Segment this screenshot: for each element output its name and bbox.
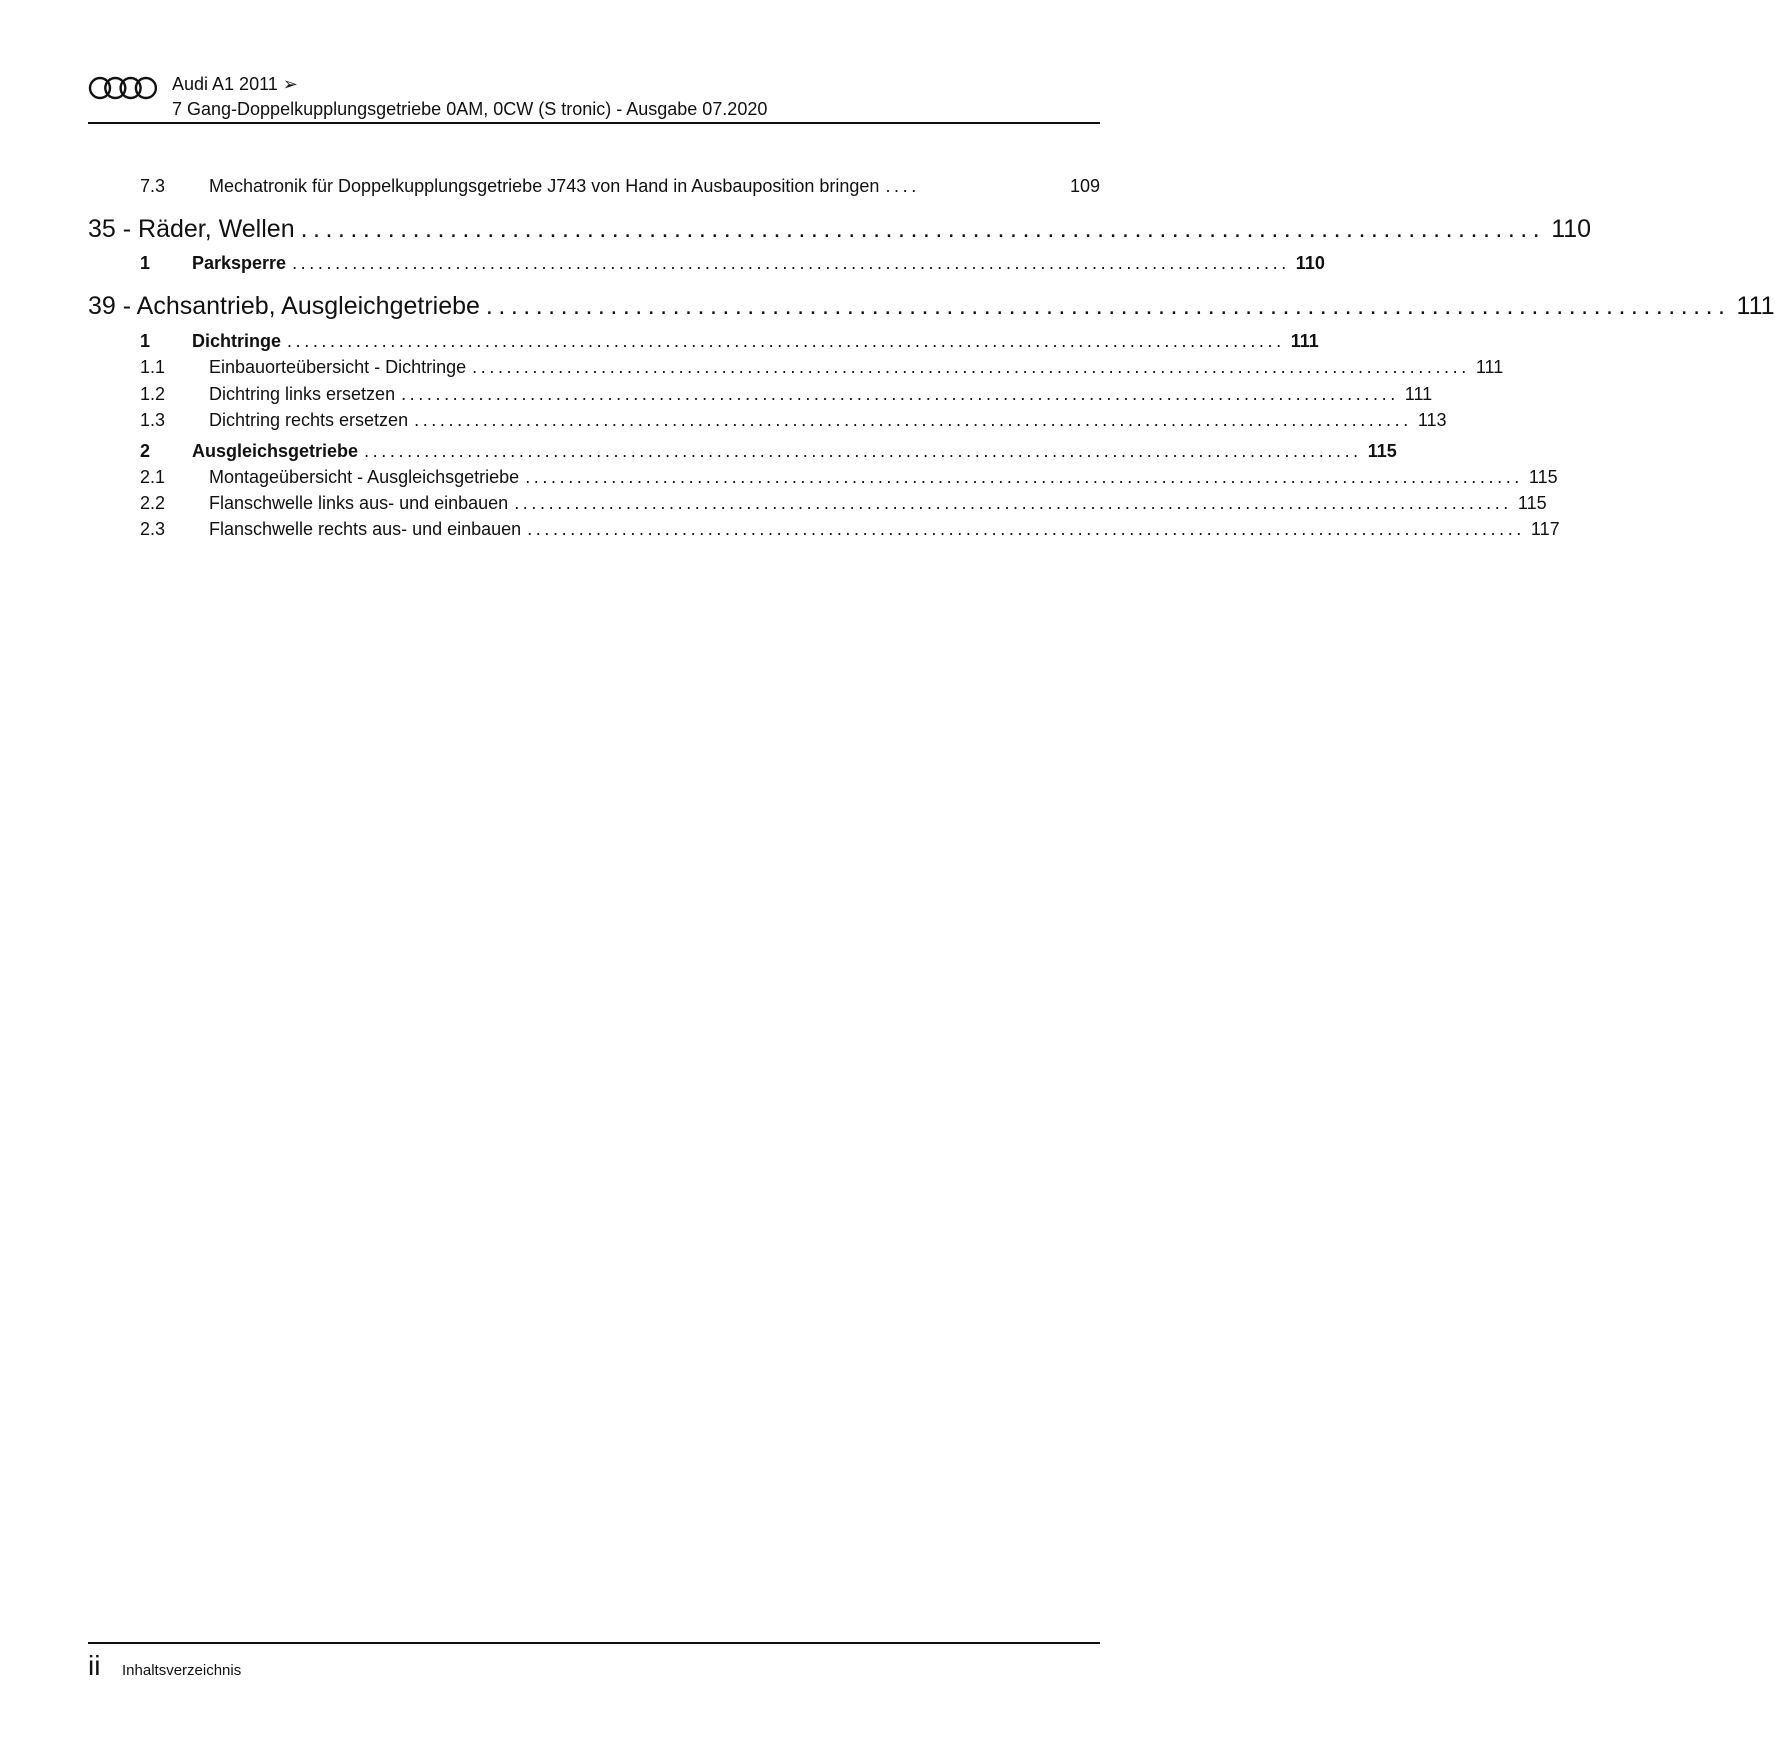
toc-dot-leader: ....................................................................................................	[300, 215, 1546, 243]
toc-entry-page: 115	[1367, 441, 1397, 461]
toc-dot-leader: ....................................................................................................	[485, 292, 1731, 320]
toc-entry-title: Einbauorteübersicht - Dichtringe	[209, 357, 467, 377]
toc-entry-title: Ausgleichsgetriebe	[192, 441, 359, 461]
toc-entry-title: Mechatronik für Doppelkupplungsgetriebe J743 von Hand in Ausbauposition bringen	[209, 176, 880, 196]
toc-entry-number: 7.3	[140, 176, 166, 196]
footer-divider	[88, 1642, 1100, 1644]
toc-entry[interactable]	[88, 467, 1558, 488]
toc-chapter-title: 35 - Räder, Wellen	[88, 215, 295, 243]
toc-dot-leader: ....................................................................................................................	[414, 410, 1412, 430]
toc-entry-page: 111	[1475, 357, 1504, 377]
toc-chapter[interactable]	[88, 215, 1592, 244]
toc-entry-title: Montageübersicht - Ausgleichsgetriebe	[209, 467, 520, 487]
toc-entry-page: 109	[1069, 176, 1100, 196]
toc-entry-title: Dichtring rechts ersetzen	[209, 410, 409, 430]
toc-entry-number: 1.1	[140, 357, 166, 377]
toc-entry-number: 2.2	[140, 493, 166, 513]
toc-entry-number: 1	[140, 253, 151, 273]
header-model: Audi A1 2011 ➢	[172, 74, 298, 94]
toc-entry[interactable]	[88, 410, 1447, 431]
toc-entry-number: 2	[140, 441, 151, 461]
toc-dot-leader: ....................................................................................................................	[287, 331, 1285, 351]
toc-entry-page: 110	[1295, 253, 1325, 273]
footer-page-number: ii	[88, 1650, 101, 1681]
toc-dot-leader: ....................................................................................................................	[514, 493, 1512, 513]
toc-entry-page: 115	[1528, 467, 1558, 487]
toc-entry-title: Flanschwelle links aus- und einbauen	[209, 493, 509, 513]
toc-entry-number: 2.1	[140, 467, 166, 487]
toc-entry-title: Flanschwelle rechts aus- und einbauen	[209, 519, 522, 539]
toc-chapter[interactable]	[88, 292, 1775, 321]
toc-entry[interactable]	[88, 493, 1547, 514]
toc-dot-leader: ....................................................................................................................	[401, 384, 1399, 404]
toc-chapter-title: 39 - Achsantrieb, Ausgleichgetriebe	[88, 292, 480, 320]
toc-entry[interactable]	[88, 384, 1433, 405]
toc-entry[interactable]	[88, 331, 1319, 352]
toc-entry[interactable]	[88, 357, 1504, 378]
toc-entry-number: 1	[140, 331, 151, 351]
toc-entry-page: 117	[1530, 519, 1560, 539]
toc-dot-leader: ....................................................................................................................	[472, 357, 1470, 377]
toc-chapter-page: 111	[1736, 292, 1775, 320]
toc-entry[interactable]	[88, 519, 1560, 540]
toc-entry[interactable]	[88, 176, 1100, 197]
toc-dot-leader: ....................................................................................................................	[527, 519, 1525, 539]
toc-entry-title: Dichtring links ersetzen	[209, 384, 396, 404]
toc-entry-page: 113	[1417, 410, 1447, 430]
audi-rings-logo-icon	[88, 76, 158, 100]
header-manual-title: 7 Gang-Doppelkupplungsgetriebe 0AM, 0CW (S tronic) - Ausgabe 07.2020	[172, 99, 768, 119]
toc-dot-leader: ....................................................................................................................	[525, 467, 1523, 487]
toc-entry-title: Parksperre	[192, 253, 287, 273]
toc-entry-title: Dichtringe	[192, 331, 282, 351]
toc-dot-leader: ....	[885, 176, 920, 196]
toc-entry[interactable]	[88, 253, 1325, 274]
toc-entry-page: 111	[1404, 384, 1433, 404]
toc-entry-page: 111	[1290, 331, 1319, 351]
toc-dot-leader: ....................................................................................................................	[364, 441, 1362, 461]
toc-entry-number: 2.3	[140, 519, 166, 539]
header-divider	[88, 122, 1100, 124]
toc-entry-number: 1.3	[140, 410, 166, 430]
toc-chapter-page: 110	[1551, 215, 1592, 243]
toc-entry-number: 1.2	[140, 384, 166, 404]
footer-section-label: Inhaltsverzeichnis	[122, 1662, 242, 1679]
toc-entry[interactable]	[88, 441, 1397, 462]
toc-dot-leader: ....................................................................................................................	[292, 253, 1290, 273]
toc-entry-page: 115	[1517, 493, 1547, 513]
